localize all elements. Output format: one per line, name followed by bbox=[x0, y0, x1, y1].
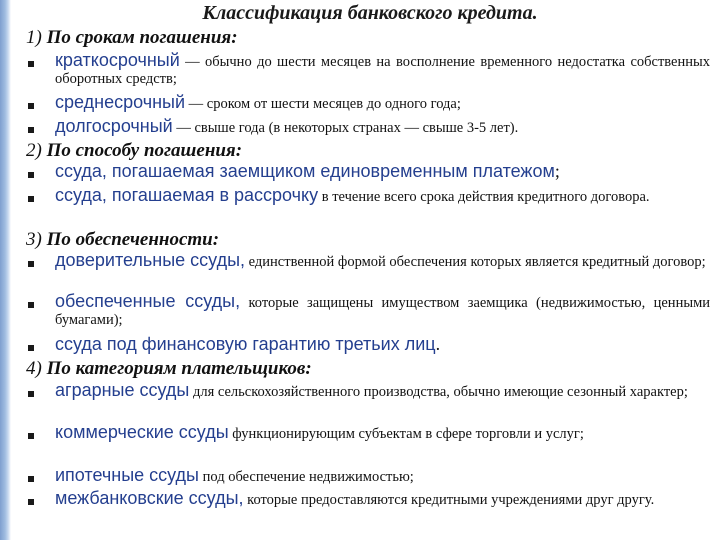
list-item: доверительные ссуды, единственной формой обеспечения которых является кредитный договор; bbox=[26, 252, 710, 271]
bullet-icon bbox=[28, 476, 34, 482]
bullet-icon bbox=[28, 433, 34, 439]
list-item: коммерческие ссуды функционирующим субъектам в сфере торговли и услуг; bbox=[26, 424, 710, 443]
bullet-icon bbox=[28, 103, 34, 109]
section-heading-payers: 4) По категориям плательщиков: bbox=[26, 358, 312, 379]
list-item: краткосрочный — обычно до шести месяцев на восполнение временного недостатка собственных оборотных средств; bbox=[26, 52, 710, 87]
list-item: ссуда, погашаемая в рассрочку в течение всего срока действия кредитного договора. bbox=[26, 187, 710, 206]
bullet-icon bbox=[28, 302, 34, 308]
decorative-left-bar bbox=[0, 0, 11, 540]
bullet-icon bbox=[28, 127, 34, 133]
bullet-icon bbox=[28, 261, 34, 267]
bullet-icon bbox=[28, 345, 34, 351]
list-item: долгосрочный — свыше года (в некоторых странах — свыше 3-5 лет). bbox=[26, 118, 710, 137]
list-item: аграрные ссуды для сельскохозяйственного производства, обычно имеющие сезонный характер; bbox=[26, 382, 710, 401]
bullet-icon bbox=[28, 61, 34, 67]
bullet-icon bbox=[28, 172, 34, 178]
list-item: межбанковские ссуды, которые предоставляются кредитными учреждениями друг другу. bbox=[26, 490, 710, 509]
list-item: ссуда, погашаемая заемщиком единовременным платежом; bbox=[26, 163, 710, 182]
list-item: обеспеченные ссуды, которые защищены имуществом заемщика (недвижимостью, ценными бумагами); bbox=[26, 293, 710, 328]
page-title: Классификация банковского кредита. bbox=[202, 2, 538, 24]
section-heading-repayment: 2) По способу погашения: bbox=[26, 140, 243, 161]
bullet-icon bbox=[28, 196, 34, 202]
list-item: ипотечные ссуды под обеспечение недвижимостью; bbox=[26, 467, 710, 486]
bullet-icon bbox=[28, 391, 34, 397]
list-item: среднесрочный — сроком от шести месяцев до одного года; bbox=[26, 94, 710, 113]
section-heading-term: 1) По срокам погашения: bbox=[26, 27, 238, 48]
bullet-icon bbox=[28, 499, 34, 505]
list-item: ссуда под финансовую гарантию третьих лиц. bbox=[26, 336, 710, 355]
section-heading-security: 3) По обеспеченности: bbox=[26, 229, 220, 250]
